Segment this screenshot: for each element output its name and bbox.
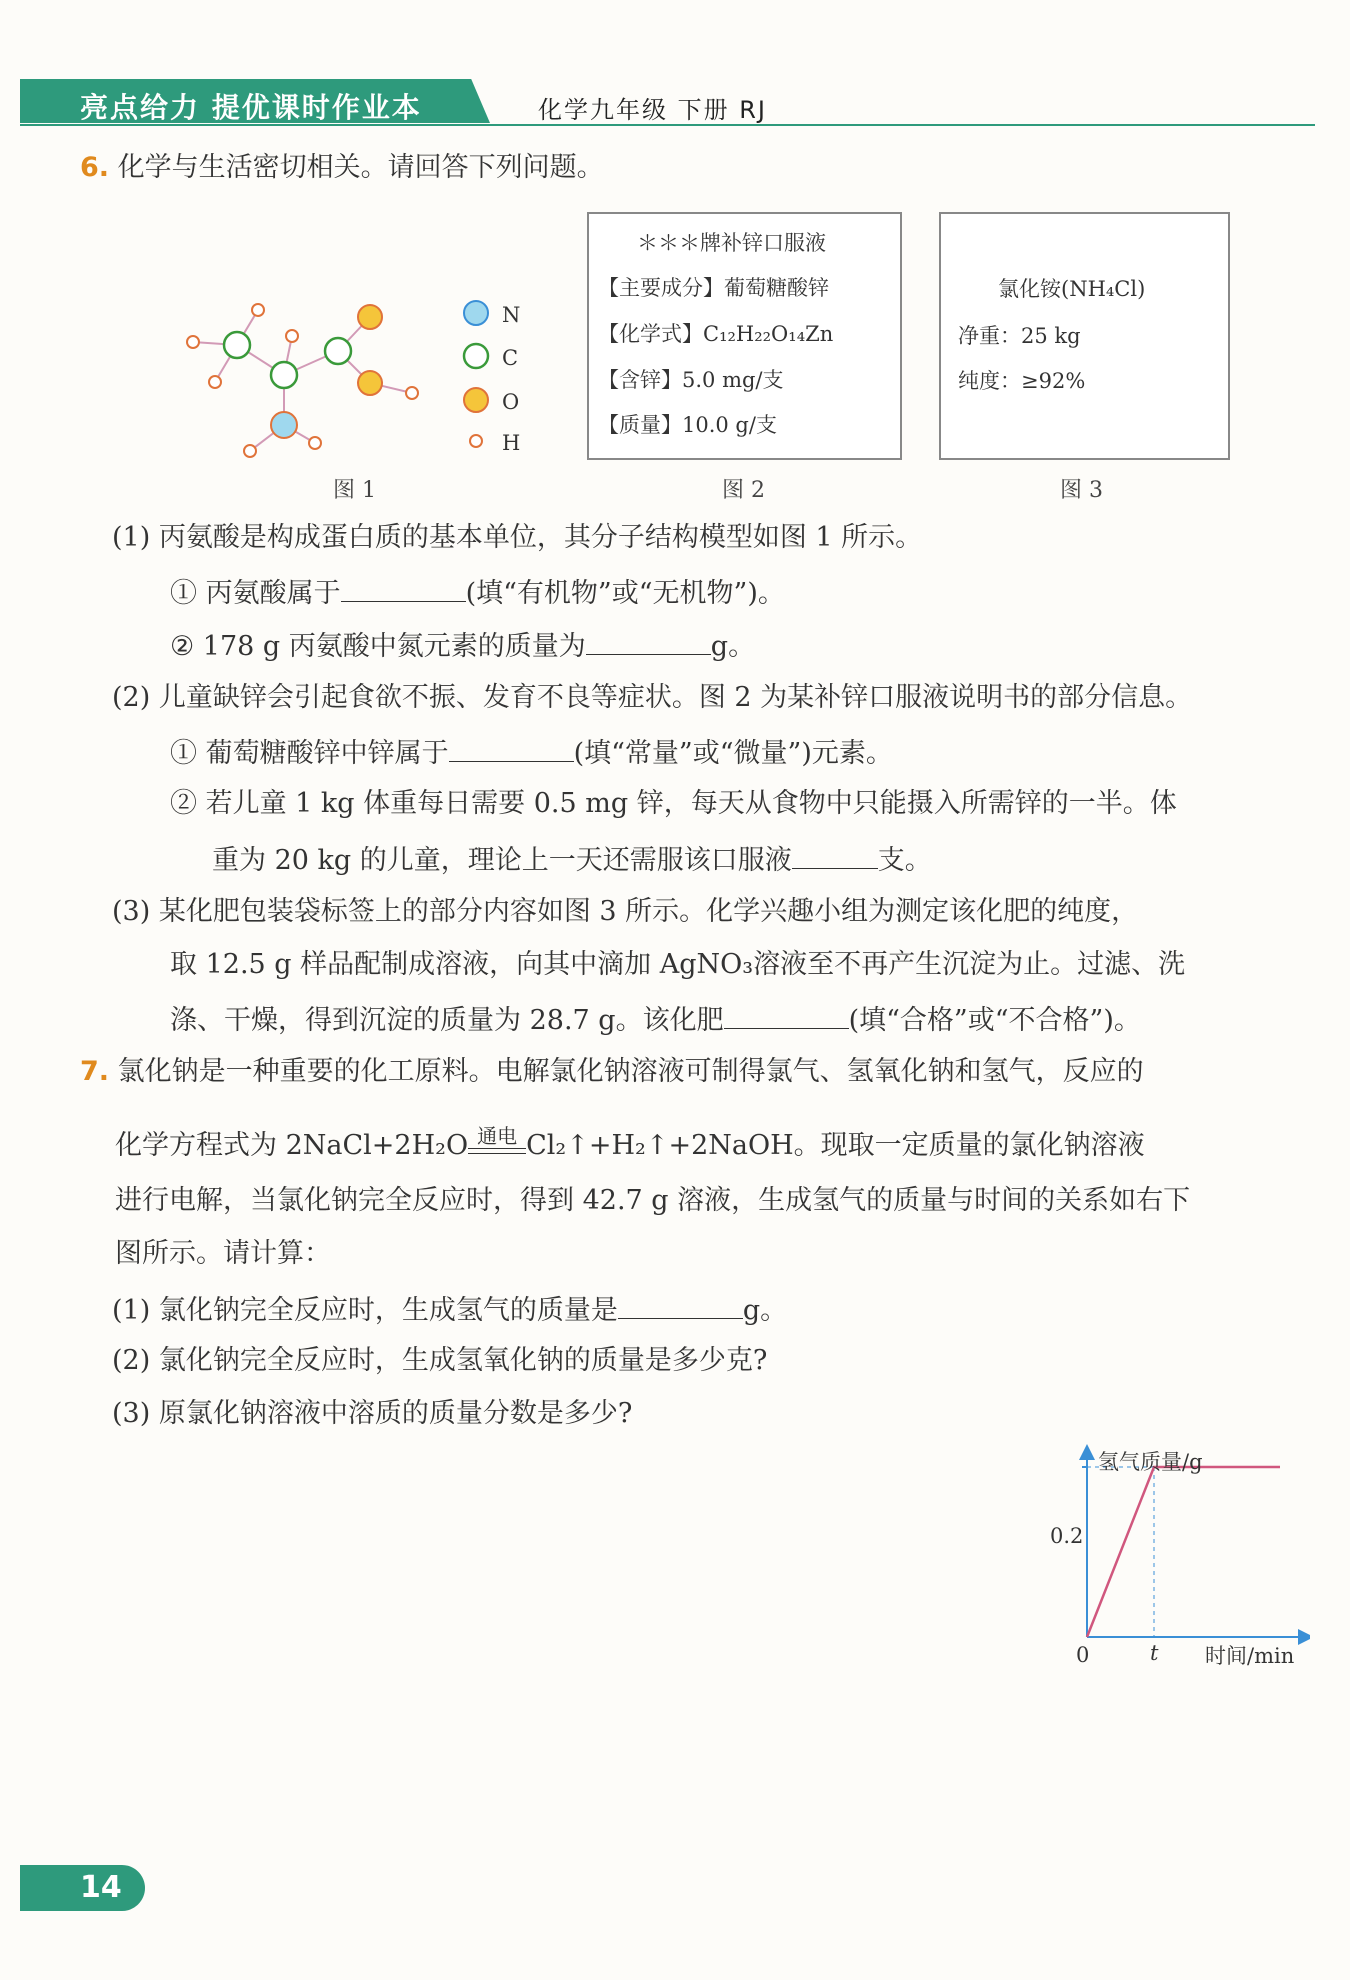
q7-line1: [80, 1054, 1144, 1090]
chart-xlabel: 时间/min: [1205, 1644, 1295, 1668]
q6-part1a-hint: (填“有机物”或“无机物”)。: [465, 578, 785, 609]
fig2-caption: 图 2: [722, 478, 765, 503]
q7-number: 7.: [80, 1056, 110, 1087]
q6-number: 6.: [80, 152, 110, 183]
legend-label-c: C: [502, 346, 519, 370]
fig2-formula: C₁₂H₂₂O₁₄Zn: [703, 322, 834, 346]
answer-blank-1a[interactable]: [341, 573, 466, 602]
q6-part3-line3: [170, 1000, 1141, 1039]
q6-part2: (2) 儿童缺锌会引起食欲不振、发育不良等症状。图 2 为某补锌口服液说明书的部分信息。: [112, 682, 1193, 713]
q7-sub2: (2) 氯化钠完全反应时，生成氢氧化钠的质量是多少克?: [112, 1345, 768, 1376]
q6-part3-line1: (3) 某化肥包装袋标签上的部分内容如图 3 所示。化学兴趣小组为测定该化肥的纯度，: [112, 896, 1139, 927]
fig2-mass: 【质量】10.0 g/支: [598, 413, 777, 437]
y-tick-label-0-2: 0.2: [1050, 1524, 1084, 1548]
x-tick-label-origin: 0: [1076, 1643, 1090, 1667]
q7-sub1: [112, 1290, 787, 1329]
q6-part1a-text: ① 丙氨酸属于: [170, 578, 341, 609]
q6-part3-line2: 取 12.5 g 样品配制成溶液，向其中滴加 AgNO₃溶液至不再产生沉淀为止。过滤、洗: [170, 949, 1186, 980]
q7-sub1-unit: g。: [742, 1295, 788, 1326]
q6-part3-text: 涤、干燥，得到沉淀的质量为 28.7 g。该化肥: [170, 1005, 724, 1036]
x-tick-label-t: t: [1150, 1641, 1159, 1665]
q6-part2b-line1: ② 若儿童 1 kg 体重每日需要 0.5 mg 锌，每天从食物中只能摄入所需锌的一半。体: [170, 788, 1177, 819]
chart-ylabel: 氢气质量/g: [1098, 1450, 1203, 1474]
fig2-title: ＊＊＊牌补锌口服液: [637, 231, 826, 255]
q7-equation-reactants: 化学方程式为 2NaCl+2H₂O: [115, 1130, 469, 1161]
q6-part2a-hint: (填“常量”或“微量”)元素。: [573, 738, 893, 769]
q7-line4: 图所示。请计算：: [115, 1238, 331, 1269]
legend-marker-h: [470, 435, 482, 447]
answer-blank-1b[interactable]: [586, 626, 711, 655]
q6-part3-hint: (填“合格”或“不合格”)。: [848, 1005, 1141, 1036]
q7-equation-arrow: [468, 1124, 526, 1154]
q7-equation-line: [115, 1124, 1145, 1164]
q6-stem-line: [80, 150, 604, 186]
q6-stem: 化学与生活密切相关。请回答下列问题。: [117, 152, 604, 183]
answer-blank-3[interactable]: [724, 1000, 849, 1029]
hydrogen-mass-line: [1087, 1467, 1280, 1637]
q6-part1b-unit: g。: [710, 631, 756, 662]
q7-sub3: (3) 原氯化钠溶液中溶质的质量分数是多少?: [112, 1398, 633, 1429]
q6-part2a-text: ① 葡萄糖酸锌中锌属于: [170, 738, 449, 769]
fig2-ingredient: 【主要成分】葡萄糖酸锌: [598, 276, 829, 300]
legend-label-h: H: [502, 431, 521, 455]
q7-equation-condition: 通电: [477, 1124, 518, 1148]
q7-line3: 进行电解，当氯化钠完全反应时，得到 42.7 g 溶液，生成氢气的质量与时间的关系如右下: [115, 1185, 1191, 1216]
fig2-formula-line: [598, 320, 833, 348]
legend-marker-n: [464, 301, 488, 325]
legend-label-o: O: [502, 390, 520, 414]
q7-stem: 氯化钠是一种重要的化工原料。电解氯化钠溶液可制得氯气、氢氧化钠和氢气，反应的: [117, 1056, 1144, 1087]
q6-part1b-text: ② 178 g 丙氨酸中氮元素的质量为: [170, 631, 586, 662]
q6-part2b-text: 重为 20 kg 的儿童，理论上一天还需服该口服液: [212, 845, 792, 876]
legend-label-n: N: [502, 303, 521, 327]
q7-equation-products: Cl₂↑+H₂↑+2NaOH。现取一定质量的氯化钠溶液: [526, 1130, 1145, 1161]
fig1-caption: 图 1: [333, 478, 376, 503]
fig2-formula-label: 【化学式】: [598, 322, 703, 346]
q6-part1: (1) 丙氨酸是构成蛋白质的基本单位，其分子结构模型如图 1 所示。: [112, 522, 923, 553]
q6-part2a: [170, 733, 893, 772]
answer-blank-2a[interactable]: [449, 733, 574, 762]
q6-part2b-line2: [212, 840, 932, 879]
q6-part1b: [170, 626, 755, 665]
header-subject: 化学九年级 下册 RJ: [538, 96, 768, 124]
fig3-name: 氯化铵(NH₄Cl): [998, 277, 1146, 301]
fig3-purity: 纯度：≥92%: [958, 369, 1086, 393]
fig3-caption: 图 3: [1060, 478, 1103, 503]
q7-sub1-text: (1) 氯化钠完全反应时，生成氢气的质量是: [112, 1295, 618, 1326]
fig2-zinc-content: 【含锌】5.0 mg/支: [598, 368, 784, 392]
header-brand: 亮点给力 提优课时作业本: [80, 91, 422, 124]
answer-blank-7-1[interactable]: [618, 1290, 743, 1319]
legend-marker-c: [464, 344, 488, 368]
header-rule: [20, 124, 1315, 126]
q6-part1a: [170, 573, 785, 612]
legend-marker-o: [464, 388, 488, 412]
q6-part2b-unit: 支。: [877, 845, 932, 876]
answer-blank-2b[interactable]: [792, 840, 878, 869]
fig3-weight: 净重：25 kg: [958, 324, 1081, 348]
fig1-legend-markers: [460, 298, 500, 468]
page-number: 14: [80, 1870, 122, 1905]
